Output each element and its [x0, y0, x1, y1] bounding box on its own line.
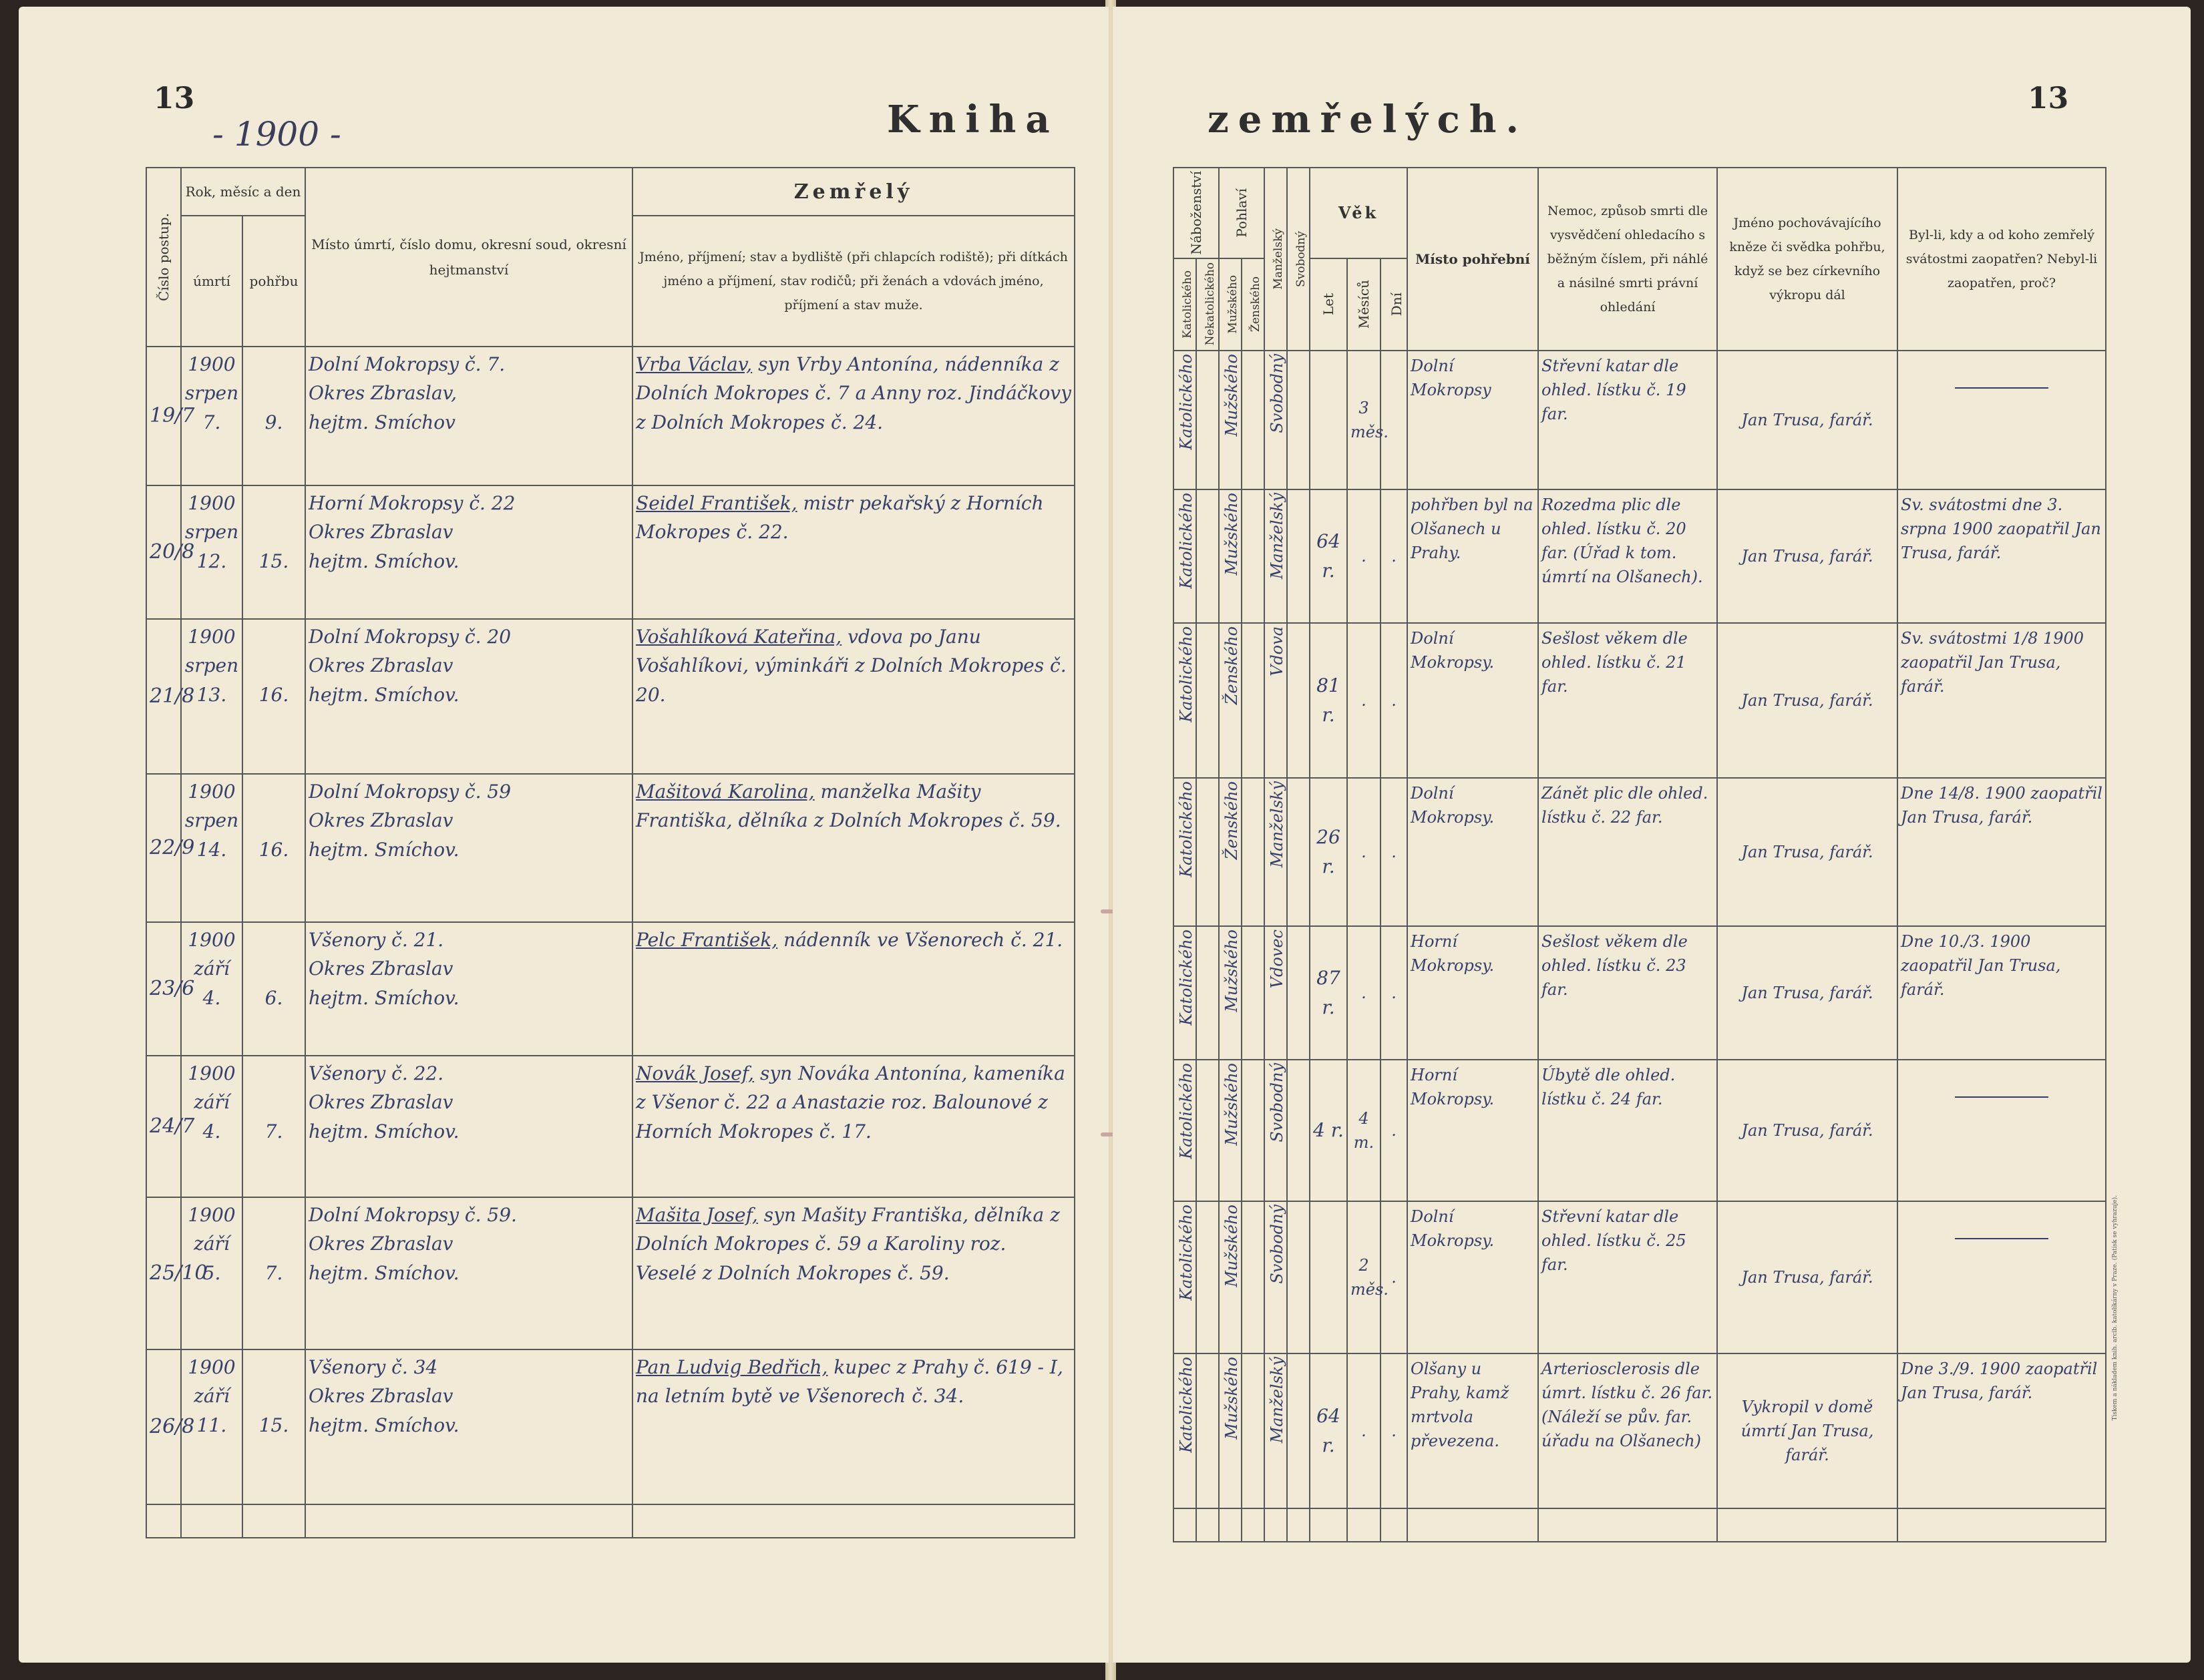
right-page-title: zemřelých. [1208, 97, 1528, 142]
record-row [1173, 926, 2106, 1060]
record-place: Horní Mokropsy č. 22 Okres Zbraslav hejtm. Smíchov. [305, 485, 632, 619]
deceased-description: syn Nováka Antonína, kameníka z Všenor č. 22 a Anastazie roz. Balounové z Horních Mokropes č. 17. [636, 1062, 1065, 1142]
record-seq: 23/6 [146, 922, 181, 1056]
record-religion: Katolického [1173, 351, 1196, 489]
record-deceased [632, 1056, 1075, 1197]
header-mesicu: Měsíců [1347, 258, 1381, 351]
record-burial-date: 16. [242, 774, 305, 922]
record-sacraments: Dne 3./9. 1900 zaopatřil Jan Trusa, farář. [1897, 1353, 2106, 1508]
record-cause: Střevní katar dle ohled. lístku č. 25 far. [1538, 1201, 1717, 1353]
record-sex-male: Ženského [1219, 778, 1242, 926]
record-religion-nonkatol [1196, 489, 1219, 623]
record-religion: Katolického [1173, 1353, 1196, 1508]
record-death-date: 1900 srpen 13. [181, 619, 242, 774]
record-age-days: . [1381, 1353, 1407, 1508]
deceased-description: manželka Mašity Františka, dělníka z Dolních Mokropes č. 59. [636, 781, 1061, 832]
record-row [1173, 778, 2106, 926]
record-sex-female [1242, 623, 1264, 778]
record-row [146, 922, 1075, 1056]
record-row [1173, 1060, 2106, 1201]
record-burial-place: Dolní Mokropsy [1407, 351, 1538, 489]
record-seq: 21/8 [146, 619, 181, 774]
record-religion-nonkatol [1196, 1353, 1219, 1508]
record-sex-female [1242, 1353, 1264, 1508]
record-burial-date: 7. [242, 1056, 305, 1197]
deceased-description: vdova po Janu Vošahlíkovi, výminkáři z Dolních Mokropes č. 20. [636, 626, 1067, 706]
header-svobodny: Svobodný [1287, 168, 1310, 351]
record-age-days: . [1381, 926, 1407, 1060]
record-sex-male: Mužského [1219, 1201, 1242, 1353]
record-status: Manželský [1264, 1353, 1287, 1508]
record-burial-date: 7. [242, 1197, 305, 1349]
record-death-date: 1900 srpen 12. [181, 485, 242, 619]
record-religion-nonkatol [1196, 1060, 1219, 1201]
year-heading: - 1900 - [212, 115, 341, 154]
record-priest: Jan Trusa, farář. [1717, 489, 1897, 623]
empty-row [1173, 1508, 2106, 1542]
record-sex-female [1242, 351, 1264, 489]
record-deceased [632, 619, 1075, 774]
left-page-title: Kniha [887, 97, 1059, 142]
record-burial-place: Dolní Mokropsy. [1407, 778, 1538, 926]
record-status-free [1287, 351, 1310, 489]
record-cause: Zánět plic dle ohled. lístku č. 22 far. [1538, 778, 1717, 926]
record-sacraments: Sv. svátostmi 1/8 1900 zaopatřil Jan Trusa, farář. [1897, 623, 2106, 778]
record-row [146, 1056, 1075, 1197]
header-nabozenstvi: Náboženství [1173, 168, 1219, 258]
record-age-months: . [1347, 489, 1381, 623]
record-sex-male: Mužského [1219, 489, 1242, 623]
record-place: Všenory č. 22. Okres Zbraslav hejtm. Smíchov. [305, 1056, 632, 1197]
header-seq: Číslo postup. [146, 168, 181, 347]
header-pohrbu: pohřbu [242, 216, 305, 347]
record-age-years [1310, 1201, 1347, 1353]
record-status: Vdovec [1264, 926, 1287, 1060]
record-place: Dolní Mokropsy č. 59 Okres Zbraslav hejtm. Smíchov. [305, 774, 632, 922]
record-burial-date: 15. [242, 485, 305, 619]
header-misto: Místo úmrtí, číslo domu, okresní soud, okresní hejtmanství [305, 168, 632, 347]
right-register-table [1173, 167, 2106, 1542]
record-sacraments: Dne 10./3. 1900 zaopatřil Jan Trusa, farář. [1897, 926, 2106, 1060]
deceased-description: syn Vrby Antonína, nádenníka z Dolních Mokropes č. 7 a Anny roz. Jindáčkovy z Dolních Mokropes č. 24. [636, 353, 1071, 433]
record-burial-place: Horní Mokropsy. [1407, 926, 1538, 1060]
record-deceased [632, 774, 1075, 922]
record-status: Svobodný [1264, 1201, 1287, 1353]
header-pohlavi: Pohlaví [1219, 168, 1264, 258]
header-misto-pohrebni: Místo pohřební [1407, 168, 1538, 351]
deceased-description: mistr pekařský z Horních Mokropes č. 22. [636, 492, 1044, 544]
record-age-years: 81 r. [1310, 623, 1347, 778]
record-deceased [632, 922, 1075, 1056]
record-place: Dolní Mokropsy č. 59. Okres Zbraslav hejtm. Smíchov. [305, 1197, 632, 1349]
right-page [1113, 7, 2191, 1663]
record-age-months: 3 měs. [1347, 351, 1381, 489]
record-priest: Jan Trusa, farář. [1717, 1201, 1897, 1353]
record-priest: Jan Trusa, farář. [1717, 623, 1897, 778]
record-seq: 22/9 [146, 774, 181, 922]
deceased-name: Pan Ludvig Bedřich, [636, 1356, 828, 1378]
record-age-years: 64 r. [1310, 1353, 1347, 1508]
record-status: Manželský [1264, 489, 1287, 623]
record-age-days: . [1381, 778, 1407, 926]
record-sex-female [1242, 778, 1264, 926]
record-priest: Jan Trusa, farář. [1717, 926, 1897, 1060]
deceased-description: syn Mašity Františka, dělníka z Dolních Mokropes č. 59 a Karoliny roz. Veselé z Dolních Mokropes č. 59. [636, 1204, 1060, 1284]
header-dni: Dní [1381, 258, 1407, 351]
record-cause: Úbytě dle ohled. lístku č. 24 far. [1538, 1060, 1717, 1201]
record-row [146, 774, 1075, 922]
record-status-free [1287, 623, 1310, 778]
record-death-date: 1900 září 5. [181, 1197, 242, 1349]
record-deceased [632, 1349, 1075, 1504]
deceased-name: Seidel František, [636, 492, 797, 514]
record-cause: Sešlost věkem dle ohled. lístku č. 21 far. [1538, 623, 1717, 778]
empty-dash [1955, 387, 2048, 389]
record-cause: Sešlost věkem dle ohled. lístku č. 23 far. [1538, 926, 1717, 1060]
header-knez: Jméno pochovávajícího kněze či svědka pohřbu, když se bez církevního výkropu dál [1717, 168, 1897, 351]
empty-row [146, 1504, 1075, 1538]
record-seq: 24/7 [146, 1056, 181, 1197]
record-age-days: . [1381, 1201, 1407, 1353]
deceased-name: Mašitová Karolina, [636, 781, 815, 803]
record-religion-nonkatol [1196, 926, 1219, 1060]
header-katolickeho: Katolického [1173, 258, 1196, 351]
record-religion: Katolického [1173, 1201, 1196, 1353]
record-status-free [1287, 778, 1310, 926]
record-row [146, 1197, 1075, 1349]
record-seq: 19/7 [146, 347, 181, 485]
record-place: Dolní Mokropsy č. 7. Okres Zbraslav, hejtm. Smíchov [305, 347, 632, 485]
record-sex-female [1242, 489, 1264, 623]
record-cause: Rozedma plic dle ohled. lístku č. 20 far. (Úřad k tom. úmrtí na Olšanech). [1538, 489, 1717, 623]
record-age-days [1381, 351, 1407, 489]
record-status: Svobodný [1264, 351, 1287, 489]
header-nekatolickeho: Nekatolického [1196, 258, 1219, 351]
record-sacraments: Sv. svátostmi dne 3. srpna 1900 zaopatřil Jan Trusa, farář. [1897, 489, 2106, 623]
record-age-days: . [1381, 489, 1407, 623]
record-burial-place: Horní Mokropsy. [1407, 1060, 1538, 1201]
record-sex-male: Mužského [1219, 1060, 1242, 1201]
record-status: Svobodný [1264, 1060, 1287, 1201]
deceased-name: Vošahlíková Kateřina, [636, 626, 842, 648]
record-age-years: 64 r. [1310, 489, 1347, 623]
record-religion: Katolického [1173, 1060, 1196, 1201]
record-deceased [632, 347, 1075, 485]
record-religion-nonkatol [1196, 351, 1219, 489]
deceased-name: Novák Josef, [636, 1062, 755, 1084]
deceased-name: Vrba Václav, [636, 353, 753, 375]
record-age-months: 4 m. [1347, 1060, 1381, 1201]
header-zenskeho: Ženského [1242, 258, 1264, 351]
record-row [146, 1349, 1075, 1504]
record-burial-place: pohřben byl na Olšanech u Prahy. [1407, 489, 1538, 623]
record-status-free [1287, 1353, 1310, 1508]
record-cause: Arteriosclerosis dle úmrt. lístku č. 26 far. (Náleží se pův. far. úřadu na Olšanech) [1538, 1353, 1717, 1508]
record-row [1173, 351, 2106, 489]
deceased-name: Pelc František, [636, 929, 778, 951]
record-deceased [632, 485, 1075, 619]
record-row [1173, 1353, 2106, 1508]
record-row [1173, 623, 2106, 778]
right-page-number: 13 [2028, 81, 2069, 116]
header-rok: Rok, měsíc a den [181, 168, 305, 216]
record-burial-date: 6. [242, 922, 305, 1056]
record-religion-nonkatol [1196, 1201, 1219, 1353]
left-page [19, 7, 1109, 1663]
record-death-date: 1900 srpen 7. [181, 347, 242, 485]
record-place: Všenory č. 34 Okres Zbraslav hejtm. Smíchov. [305, 1349, 632, 1504]
record-religion: Katolického [1173, 489, 1196, 623]
record-religion: Katolického [1173, 623, 1196, 778]
record-status-free [1287, 1201, 1310, 1353]
record-place: Všenory č. 21. Okres Zbraslav hejtm. Smíchov. [305, 922, 632, 1056]
record-status: Manželský [1264, 778, 1287, 926]
record-seq: 25/10 [146, 1197, 181, 1349]
record-sex-male: Ženského [1219, 623, 1242, 778]
record-sex-female [1242, 1201, 1264, 1353]
record-death-date: 1900 srpen 14. [181, 774, 242, 922]
header-zemrely-sub: Jméno, příjmení; stav a bydliště (při chlapcích rodiště); při dítkách jméno a příjmení, stav rodičů; při ženách a vdovách jméno, příjmení a stav muže. [632, 216, 1075, 347]
record-status-free [1287, 489, 1310, 623]
header-let: Let [1310, 258, 1347, 351]
record-row [146, 347, 1075, 485]
record-religion-nonkatol [1196, 778, 1219, 926]
record-row [1173, 489, 2106, 623]
record-age-months: 2 měs. [1347, 1201, 1381, 1353]
left-register-table [146, 167, 1075, 1538]
deceased-name: Mašita Josef, [636, 1204, 758, 1226]
left-page-number: 13 [154, 81, 195, 116]
header-nemoc: Nemoc, způsob smrti dle vysvědčení ohledacího s běžným číslem, při náhlé a násilné smrti právní ohledání [1538, 168, 1717, 351]
record-sacraments: Dne 14/8. 1900 zaopatřil Jan Trusa, farář. [1897, 778, 2106, 926]
record-death-date: 1900 září 4. [181, 1056, 242, 1197]
record-age-months: . [1347, 1353, 1381, 1508]
header-muzskeho: Mužského [1219, 258, 1242, 351]
record-sacraments [1897, 1201, 2106, 1353]
record-status-free [1287, 1060, 1310, 1201]
empty-dash [1955, 1096, 2048, 1098]
record-burial-place: Olšany u Prahy, kamž mrtvola převezena. [1407, 1353, 1538, 1508]
record-age-years: 87 r. [1310, 926, 1347, 1060]
record-age-months: . [1347, 778, 1381, 926]
deceased-description: kupec z Prahy č. 619 - I, na letním bytě ve Všenorech č. 34. [636, 1356, 1063, 1408]
header-zemrely: Zemřelý [632, 168, 1075, 216]
header-umrti: úmrtí [181, 216, 242, 347]
record-burial-date: 15. [242, 1349, 305, 1504]
record-priest: Jan Trusa, farář. [1717, 351, 1897, 489]
record-status: Vdova [1264, 623, 1287, 778]
record-age-days: . [1381, 1060, 1407, 1201]
record-row [146, 485, 1075, 619]
record-sex-male: Mužského [1219, 926, 1242, 1060]
record-religion: Katolického [1173, 778, 1196, 926]
record-seq: 26/8 [146, 1349, 181, 1504]
record-priest: Jan Trusa, farář. [1717, 1060, 1897, 1201]
record-religion-nonkatol [1196, 623, 1219, 778]
record-sex-female [1242, 926, 1264, 1060]
deceased-description: nádenník ve Všenorech č. 21. [783, 929, 1063, 951]
record-age-years: 26 r. [1310, 778, 1347, 926]
record-status-free [1287, 926, 1310, 1060]
printer-imprint: Tiskem a nákladem knih. arcib. katolíkárny v Praze. (Patisk se vyhrazuje). [2112, 1195, 2119, 1421]
header-svatosti: Byl-li, kdy a od koho zemřelý svátostmi zaopatřen? Nebyl-li zaopatřen, proč? [1897, 168, 2106, 351]
record-burial-place: Dolní Mokropsy. [1407, 1201, 1538, 1353]
record-death-date: 1900 září 11. [181, 1349, 242, 1504]
record-burial-place: Dolní Mokropsy. [1407, 623, 1538, 778]
record-burial-date: 16. [242, 619, 305, 774]
record-sex-male: Mužského [1219, 351, 1242, 489]
record-sex-male: Mužského [1219, 1353, 1242, 1508]
record-sacraments [1897, 351, 2106, 489]
record-deceased [632, 1197, 1075, 1349]
record-seq: 20/8 [146, 485, 181, 619]
record-cause: Střevní katar dle ohled. lístku č. 19 far. [1538, 351, 1717, 489]
empty-dash [1955, 1238, 2048, 1239]
record-age-months: . [1347, 623, 1381, 778]
record-row [1173, 1201, 2106, 1353]
record-death-date: 1900 září 4. [181, 922, 242, 1056]
record-sacraments [1897, 1060, 2106, 1201]
record-row [146, 619, 1075, 774]
record-priest: Vykropil v domě úmrtí Jan Trusa, farář. [1717, 1353, 1897, 1508]
header-manzelsky: Manželský [1264, 168, 1287, 351]
record-religion: Katolického [1173, 926, 1196, 1060]
record-age-months: . [1347, 926, 1381, 1060]
record-age-years [1310, 351, 1347, 489]
record-age-years: 4 r. [1310, 1060, 1347, 1201]
record-sex-female [1242, 1060, 1264, 1201]
record-burial-date: 9. [242, 347, 305, 485]
header-vek: Věk [1310, 168, 1407, 258]
record-place: Dolní Mokropsy č. 20 Okres Zbraslav hejtm. Smíchov. [305, 619, 632, 774]
record-age-days: . [1381, 623, 1407, 778]
record-priest: Jan Trusa, farář. [1717, 778, 1897, 926]
